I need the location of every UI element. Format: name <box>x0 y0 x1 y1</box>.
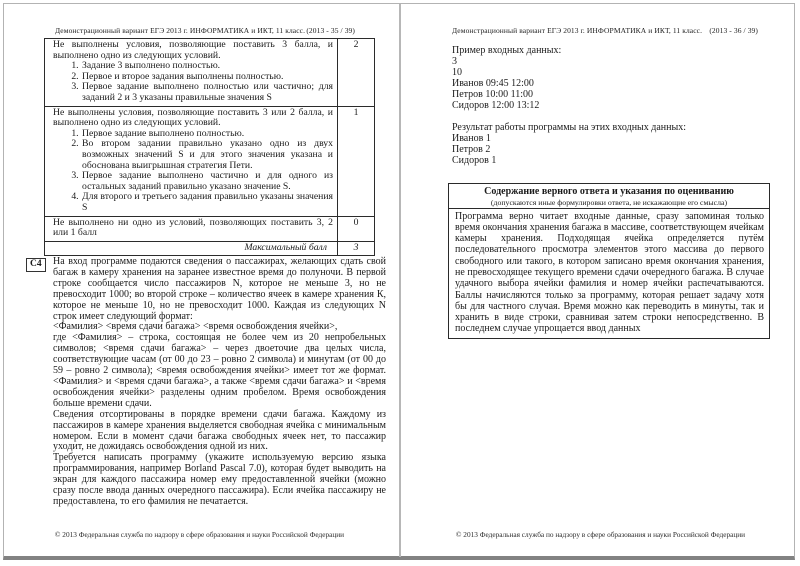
criterion-item: 1. Первое задание выполнено полностью. <box>81 129 333 140</box>
example-input-line: Петров 10:00 11:00 <box>452 89 534 100</box>
criterion-intro: Не выполнены условия, позволяющие поставить 3 или 2 балла, и выполнено одно из следующих условий. <box>53 106 333 129</box>
example-input-line: Сидоров 12:00 13:12 <box>452 100 540 111</box>
score-cell: 1 <box>338 106 375 216</box>
header-page-ref: (2013 - 36 / 39) <box>709 26 758 35</box>
criterion-item: 4. Для второго и третьего задания правильно указаны значения S <box>81 192 333 213</box>
page-footer: © 2013 Федеральная служба по надзору в сфере образования и науки Российской Федерации <box>54 530 345 539</box>
criterion-list <box>53 61 333 103</box>
result-line: Иванов 1 <box>452 133 491 144</box>
criterion-intro: Не выполнено ни одно из условий, позволяющих поставить 3, 2 или 1 балл <box>45 216 338 241</box>
example-input-line: 3 <box>452 56 457 67</box>
max-score-label: Максимальный балл <box>45 241 338 256</box>
answer-box-subtitle: (допускаются иные формулировки ответа, не искажающие его смысла) <box>490 197 728 207</box>
answer-box-header <box>449 184 769 209</box>
page-header <box>452 26 758 35</box>
header-page-ref: (2013 - 35 / 39) <box>306 26 355 35</box>
result-label: Результат работы программы на этих входных данных: <box>452 122 686 133</box>
criterion-item: 3. Первое задание выполнено полностью или частично; для заданий 2 и 3 указаны правильные значения S <box>81 82 333 103</box>
example-io-block <box>452 45 686 166</box>
blank-line <box>452 111 686 122</box>
scoring-table <box>44 38 375 256</box>
task-paragraph: Сведения отсортированы в порядке времени сдачи багажа. Каждому из пассажиров в камере хранения выделяется свободная ячейка с минимальным номером. Если в момент сдачи багажа свободных ячеек нет, то пассажир уходит, не дожидаясь освобождения одной из них. <box>53 408 386 453</box>
task-paragraph: На вход программе подаются сведения о пассажирах, желающих сдать свой багаж в камеру хранения на заранее известное время до полуночи. В первой строке сообщается число пассажиров N, которое не меньше 3, но не превосходит 1000; во второй строке – количество ячеек в камере хранения К, которое не меньше 10, но не превосходит 1000. Каждая из следующих N строк имеет следующий формат: <box>53 256 386 322</box>
header-title: Демонстрационный вариант ЕГЭ 2013 г. ИНФОРМАТИКА и ИКТ, 11 класс. <box>55 26 306 35</box>
result-line: Петров 2 <box>452 144 491 155</box>
score-cell: 0 <box>338 216 375 241</box>
answer-box <box>448 183 770 339</box>
task-paragraph: где <Фамилия> – строка, состоящая не более чем из 20 непробельных символов; <время сдачи багажа> – через двоеточие два целых числа, соответствующие часам (от 00 до 23 – ровно 2 символа) и минутам (от 00 до 59 – ровно 2 символа); <время освобождения ячейки> имеет тот же формат. <Фамилия> и <время сдачи багажа>, а также <время сдачи багажа> и <время освобождения ячейки> разделены одним пробелом. Время освобождения больше времени сдачи. <box>53 332 386 409</box>
table-row <box>45 216 375 241</box>
criterion-item: 1. Задание 3 выполнено полностью. <box>81 61 333 72</box>
page-right <box>401 0 800 566</box>
criterion-item: 2. Во втором задании правильно указано одно из двух возможных значений S и для этого значения указана и обоснована выигрышная стратегия Пети. <box>81 139 333 171</box>
answer-box-body: Программа верно читает входные данные, сразу запоминая только время окончания хранения багажа в массиве, соответствующем ячейкам камеры хранения. Подходящая ячейка определяется путём последовательного просмотра элементов этого массива до первого свободного или такого, в котором записано время окончания хранения, не превосходящее текущего времени сдачи очередного багажа. В случае удачного выбора ячейки фамилия и номер ячейки распечатываются. Баллы начисляются только за программу, которая решает задачу хотя бы для частного случая. Время можно как переводить в минуты, так и хранить в виде строки, сравнивая затем строки непосредственно. В последнем случае упрощается ввод данных <box>455 210 764 335</box>
page-left <box>0 0 399 566</box>
score-cell: 2 <box>338 39 375 107</box>
criterion-intro: Не выполнены условия, позволяющие поставить 3 балла, и выполнено одно из следующих условий. <box>53 39 333 61</box>
criterion-item: 3. Первое задание выполнено частично и для одного из остальных заданий правильно указано значение S. <box>81 171 333 192</box>
example-input-line: Иванов 09:45 12:00 <box>452 78 534 89</box>
header-title: Демонстрационный вариант ЕГЭ 2013 г. ИНФОРМАТИКА и ИКТ, 11 класс. <box>452 26 703 35</box>
page-footer: © 2013 Федеральная служба по надзору в сфере образования и науки Российской Федерации <box>455 530 746 539</box>
example-input-label: Пример входных данных: <box>452 45 562 56</box>
result-line: Сидоров 1 <box>452 155 497 166</box>
page-header <box>55 26 355 35</box>
criterion-list <box>53 129 333 214</box>
table-row <box>45 39 375 107</box>
answer-box-title: Содержание верного ответа и указания по оцениванию <box>484 186 734 197</box>
task-format-line: <Фамилия> <время сдачи багажа> <время освобождения ячейки>, <box>53 321 338 333</box>
table-row-max <box>45 241 375 256</box>
task-paragraph: Требуется написать программу (укажите используемую версию языка программирования, например Borland Pascal 7.0), которая будет выводить на экран для каждого пассажира номер ему предоставленной ячейки (можно сразу после ввода данных очередного пассажира). Если ячейка пассажиру не предоставлена, то его фамилия не печатается. <box>53 452 386 507</box>
criterion-item: 2. Первое и второе задания выполнены полностью. <box>81 72 333 83</box>
example-input-line: 10 <box>452 67 462 78</box>
table-row <box>45 106 375 216</box>
task-c4 <box>30 256 386 508</box>
max-score-value: 3 <box>338 241 375 256</box>
task-label-badge: С4 <box>26 258 46 272</box>
